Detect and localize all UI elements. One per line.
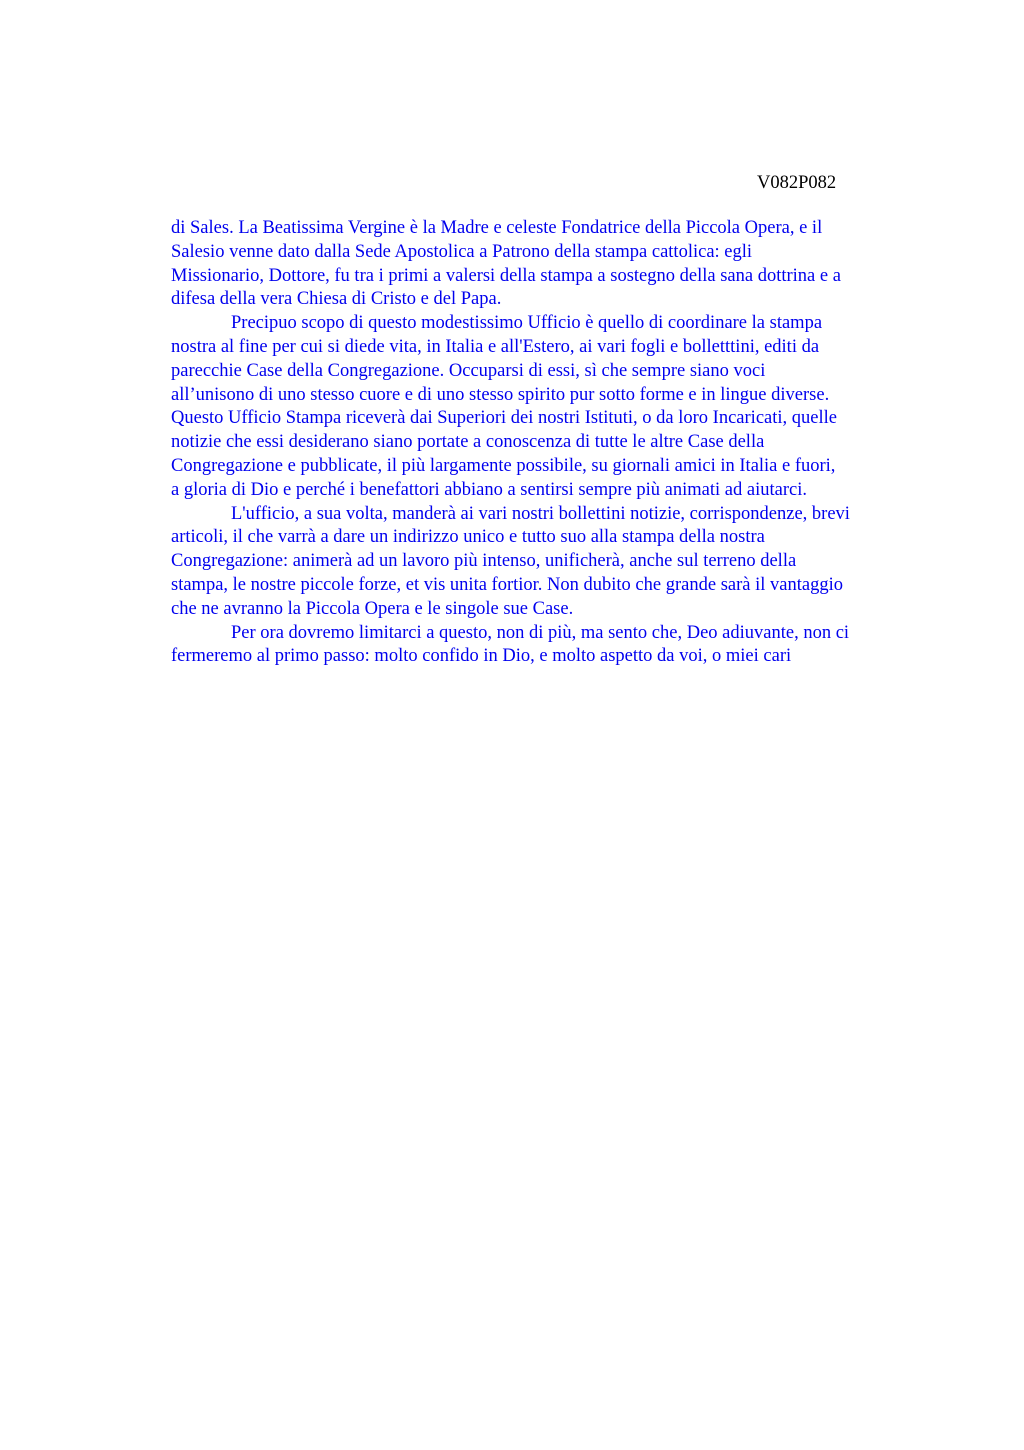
text-line: Congregazione e pubblicate, il più largamente possibile, su giornali amici in Italia e fuori, xyxy=(171,455,836,476)
text-line: parecchie Case della Congregazione. Occuparsi di essi, sì che sempre siano voci xyxy=(171,360,766,381)
text-line: che ne avranno la Piccola Opera e le singole sue Case. xyxy=(171,598,574,619)
text-line: stampa, le nostre piccole forze, et vis unita fortior. Non dubito che grande sarà il vantaggio xyxy=(171,574,843,595)
text-line: difesa della vera Chiesa di Cristo e del Papa. xyxy=(171,289,502,310)
paragraph-start-line: Per ora dovremo limitarci a questo, non di più, ma sento che, Deo adiuvante, non ci xyxy=(231,622,850,643)
text-line: a gloria di Dio e perché i benefattori abbiano a sentirsi sempre più animati ad aiutarci. xyxy=(171,479,807,500)
text-line: Salesio venne dato dalla Sede Apostolica a Patrono della stampa cattolica: egli xyxy=(171,241,753,262)
page-code: V082P082 xyxy=(757,173,837,193)
text-line: articoli, il che varrà a dare un indirizzo unico e tutto suo alla stampa della nostra xyxy=(171,527,765,548)
paragraph-start-line: Precipuo scopo di questo modestissimo Ufficio è quello di coordinare la stampa xyxy=(231,313,823,334)
text-line: Questo Ufficio Stampa riceverà dai Superiori dei nostri Istituti, o da loro Incaricati, quelle xyxy=(171,408,837,429)
body-text xyxy=(171,217,931,669)
text-line: Missionario, Dottore, fu tra i primi a valersi della stampa a sostegno della sana dottrina e a xyxy=(171,265,841,286)
text-line: all’unisono di uno stesso cuore e di uno stesso spirito pur sotto forme e in lingue diverse. xyxy=(171,384,830,405)
text-line: fermeremo al primo passo: molto confido in Dio, e molto aspetto da voi, o miei cari xyxy=(171,646,792,667)
text-line: di Sales. La Beatissima Vergine è la Madre e celeste Fondatrice della Piccola Opera, e il xyxy=(171,218,823,238)
text-line: notizie che essi desiderano siano portate a conoscenza di tutte le altre Case della xyxy=(171,432,765,453)
paragraph-start-line: L'ufficio, a sua volta, manderà ai vari nostri bollettini notizie, corrispondenze, brevi xyxy=(231,503,850,524)
text-line: Congregazione: animerà ad un lavoro più intenso, unificherà, anche sul terreno della xyxy=(171,551,797,572)
text-line: nostra al fine per cui si diede vita, in Italia e all'Estero, ai vari fogli e bolletttini, editi da xyxy=(171,336,820,357)
